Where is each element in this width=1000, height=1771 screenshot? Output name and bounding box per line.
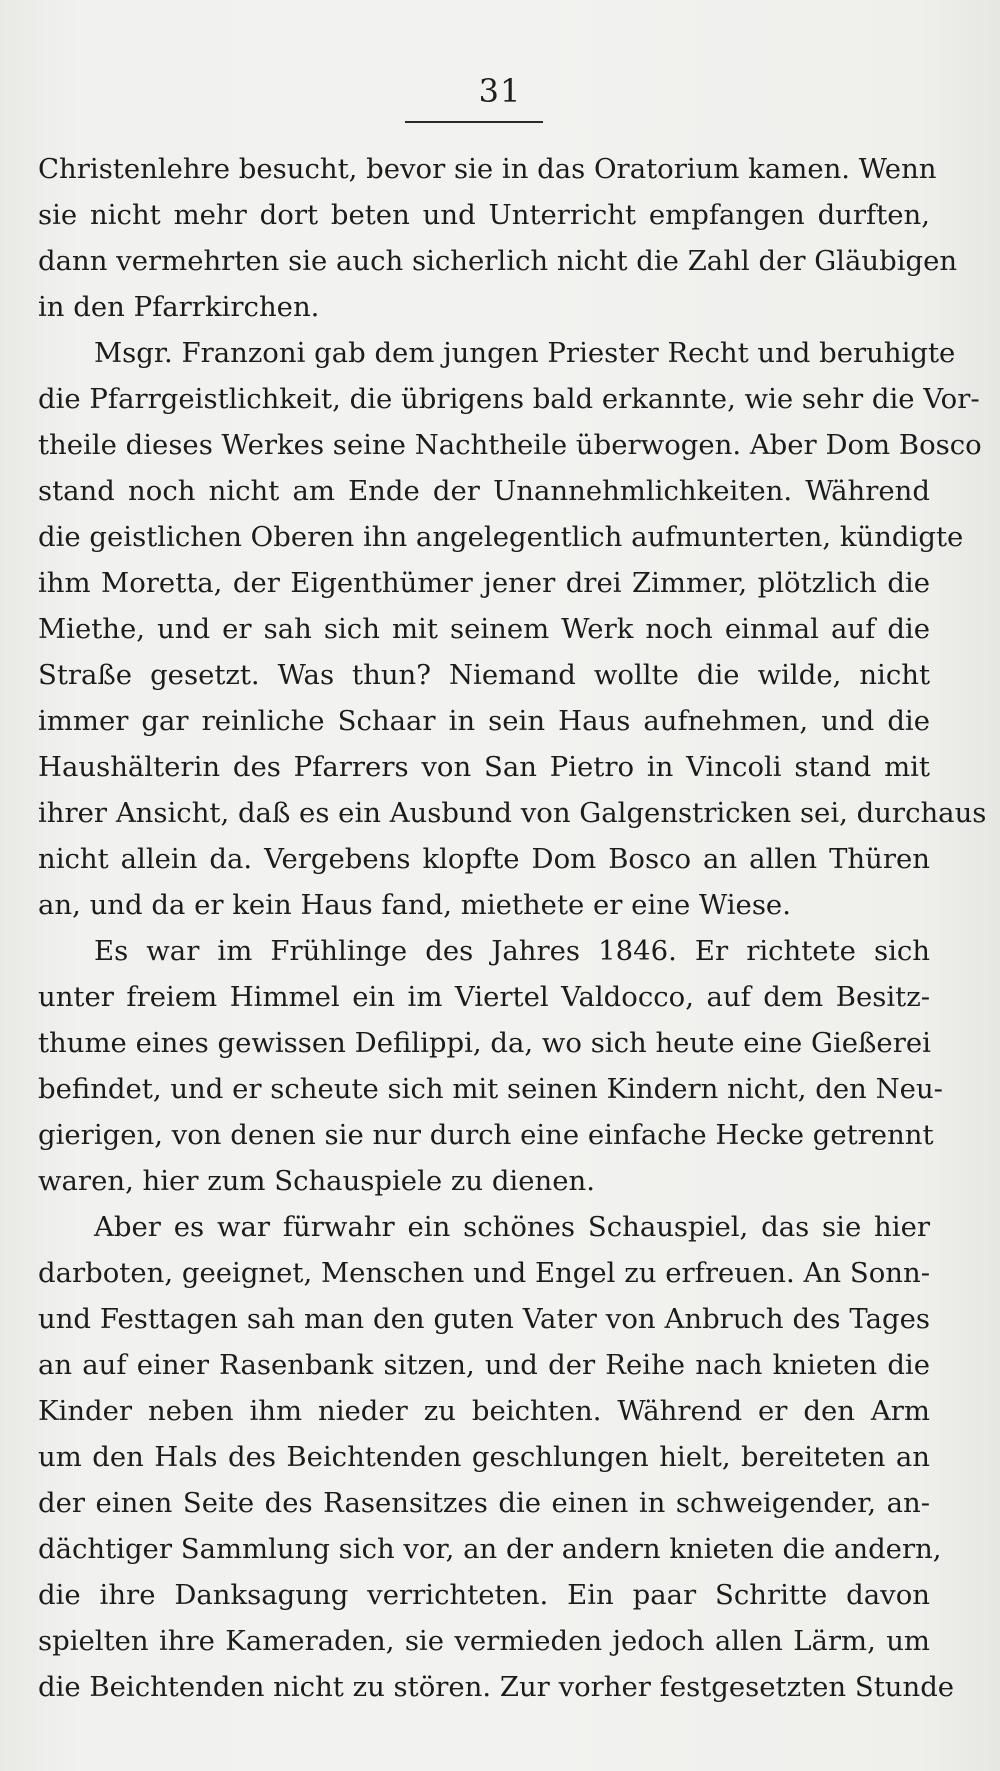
text-line: ihm Moretta, der Eigenthümer jener drei Zimmer, plötzlich die: [38, 567, 930, 599]
text-line: und Festtagen sah man den guten Vater von Anbruch des Tages: [38, 1303, 930, 1335]
text-line: in den Pfarrkirchen.: [38, 291, 320, 323]
text-line: Miethe, und er sah sich mit seinem Werk noch einmal auf die: [38, 613, 930, 645]
text-line: theile dieses Werkes seine Nachtheile überwogen. Aber Dom Bosco: [38, 429, 982, 461]
text-line: Aber es war fürwahr ein schönes Schauspiel, das sie hier: [94, 1211, 930, 1243]
text-line: die ihre Danksagung verrichteten. Ein paar Schritte davon: [38, 1579, 930, 1611]
text-line: Straße gesetzt. Was thun? Niemand wollte die wilde, nicht: [38, 659, 930, 691]
text-line: die Beichtenden nicht zu stören. Zur vorher festgesetzten Stunde: [38, 1671, 955, 1703]
text-line: Haushälterin des Pfarrers von San Pietro in Vincoli stand mit: [38, 751, 930, 783]
text-line: spielten ihre Kameraden, sie vermieden jedoch allen Lärm, um: [38, 1625, 930, 1657]
text-line: Es war im Frühlinge des Jahres 1846. Er richtete sich: [94, 935, 930, 967]
text-line: ihrer Ansicht, daß es ein Ausbund von Galgenstricken sei, durchaus: [38, 797, 987, 829]
text-line: unter freiem Himmel ein im Viertel Valdocco, auf dem Besitz-: [38, 981, 930, 1013]
text-line: dächtiger Sammlung sich vor, an der andern knieten die andern,: [38, 1533, 942, 1565]
body-text: [38, 146, 987, 1710]
text-line: an auf einer Rasenbank sitzen, und der Reihe nach knieten die: [38, 1349, 930, 1381]
text-line: Kinder neben ihm nieder zu beichten. Während er den Arm: [38, 1395, 930, 1427]
text-line: um den Hals des Beichtenden geschlungen hielt, bereiteten an: [38, 1441, 930, 1473]
text-line: darboten, geeignet, Menschen und Engel zu erfreuen. An Sonn-: [38, 1257, 930, 1289]
text-line: sie nicht mehr dort beten und Unterricht empfangen durften,: [38, 199, 930, 231]
text-line: die Pfarrgeistlichkeit, die übrigens bald erkannte, wie sehr die Vor-: [38, 383, 980, 415]
text-line: die geistlichen Oberen ihn angelegentlich aufmunterten, kündigte: [38, 521, 964, 553]
text-line: Christenlehre besucht, bevor sie in das Oratorium kamen. Wenn: [38, 153, 937, 185]
text-line: befindet, und er scheute sich mit seinen Kindern nicht, den Neu-: [38, 1073, 943, 1105]
text-line: immer gar reinliche Schaar in sein Haus aufnehmen, und die: [38, 705, 930, 737]
text-line: gierigen, von denen sie nur durch eine einfache Hecke getrennt: [38, 1119, 934, 1151]
text-line: dann vermehrten sie auch sicherlich nicht die Zahl der Gläubigen: [38, 245, 958, 277]
text-line: nicht allein da. Vergebens klopfte Dom Bosco an allen Thüren: [38, 843, 930, 875]
text-line: Msgr. Franzoni gab dem jungen Priester Recht und beruhigte: [94, 337, 956, 369]
text-line: waren, hier zum Schauspiele zu dienen.: [38, 1165, 595, 1197]
page-number-rule: [405, 121, 543, 123]
text-line: stand noch nicht am Ende der Unannehmlichkeiten. Während: [38, 475, 930, 507]
text-line: an, und da er kein Haus fand, miethete er eine Wiese.: [38, 889, 791, 921]
text-line: der einen Seite des Rasensitzes die einen in schweigender, an-: [38, 1487, 930, 1519]
text-line: thume eines gewissen Defilippi, da, wo sich heute eine Gießerei: [38, 1027, 931, 1059]
page-number: 31: [478, 72, 522, 110]
